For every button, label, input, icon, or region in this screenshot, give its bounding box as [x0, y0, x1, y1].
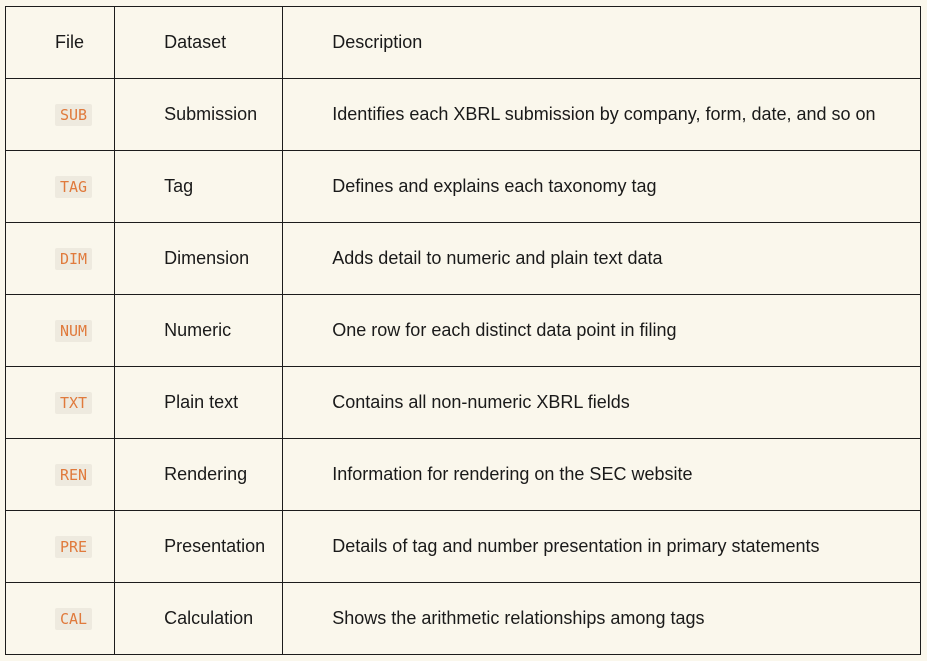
file-code: TAG: [55, 176, 92, 198]
dataset-cell: Rendering: [115, 439, 283, 511]
file-code: SUB: [55, 104, 92, 126]
header-file: File: [6, 7, 115, 79]
file-cell: [6, 223, 115, 295]
file-cell: [6, 583, 115, 655]
description-cell: Details of tag and number presentation in primary statements: [283, 511, 921, 583]
table-row: [6, 151, 921, 223]
file-cell: [6, 511, 115, 583]
file-cell: [6, 79, 115, 151]
description-cell: Adds detail to numeric and plain text data: [283, 223, 921, 295]
description-cell: Contains all non-numeric XBRL fields: [283, 367, 921, 439]
table-header-row: [6, 7, 921, 79]
file-cell: [6, 367, 115, 439]
file-code: DIM: [55, 248, 92, 270]
dataset-cell: Calculation: [115, 583, 283, 655]
header-dataset: Dataset: [115, 7, 283, 79]
file-code: CAL: [55, 608, 92, 630]
description-cell: Defines and explains each taxonomy tag: [283, 151, 921, 223]
table-row: [6, 79, 921, 151]
file-cell: [6, 151, 115, 223]
dataset-cell: Tag: [115, 151, 283, 223]
table-row: [6, 295, 921, 367]
file-code: NUM: [55, 320, 92, 342]
dataset-cell: Numeric: [115, 295, 283, 367]
table-row: [6, 439, 921, 511]
table-row: [6, 583, 921, 655]
file-code: REN: [55, 464, 92, 486]
file-code: PRE: [55, 536, 92, 558]
dataset-cell: Submission: [115, 79, 283, 151]
dataset-cell: Presentation: [115, 511, 283, 583]
dataset-cell: Dimension: [115, 223, 283, 295]
table-row: [6, 511, 921, 583]
header-description: Description: [283, 7, 921, 79]
description-cell: Identifies each XBRL submission by company, form, date, and so on: [283, 79, 921, 151]
file-cell: [6, 295, 115, 367]
sec-datasets-table: [5, 6, 921, 655]
description-cell: Information for rendering on the SEC website: [283, 439, 921, 511]
description-cell: One row for each distinct data point in filing: [283, 295, 921, 367]
description-cell: Shows the arithmetic relationships among tags: [283, 583, 921, 655]
file-code: TXT: [55, 392, 92, 414]
table-row: [6, 367, 921, 439]
dataset-cell: Plain text: [115, 367, 283, 439]
file-cell: [6, 439, 115, 511]
table-row: [6, 223, 921, 295]
